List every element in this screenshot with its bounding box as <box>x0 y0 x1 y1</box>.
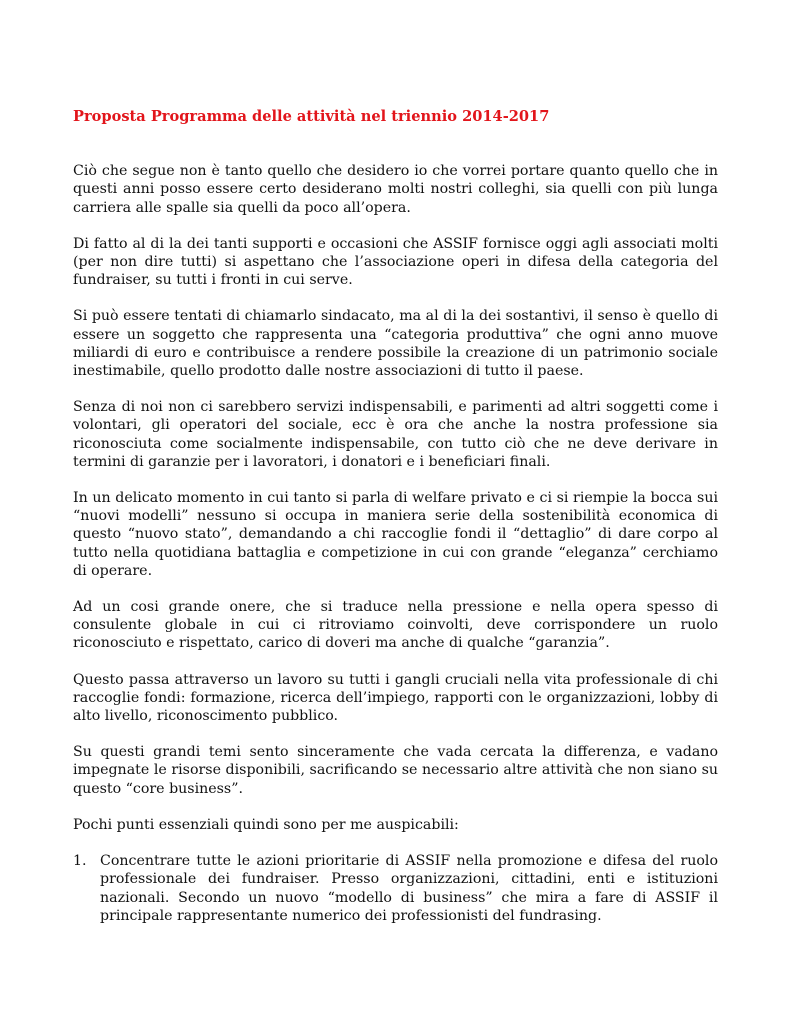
paragraph: Ciò che segue non è tanto quello che desidero io che vorrei portare quanto quello che in questi anni posso essere certo desiderano molti nostri colleghi, sia quelli con più lunga carriera alle spalle sia quelli da poco all’opera. <box>73 163 718 216</box>
paragraph: Ad un cosi grande onere, che si traduce nella pressione e nella opera spesso di consulente globale in cui ci ritroviamo coinvolti, deve corrispondere un ruolo riconosciuto e rispettato, carico di doveri ma anche di qualche “garanzia”. <box>73 599 718 652</box>
list-item-text: Concentrare tutte le azioni prioritarie di ASSIF nella promozione e difesa del ruolo professionale dei fundraiser. Presso organizzazioni, cittadini, enti e istituzioni nazionali. Secondo un nuovo “modello di business” che mira a fare di ASSIF il principale rappresentante numerico dei professionisti del fundrasing. <box>100 853 718 924</box>
list-item-number: 1. <box>73 853 87 870</box>
numbered-list <box>73 852 718 925</box>
paragraph: Pochi punti essenziali quindi sono per me auspicabili: <box>73 816 459 833</box>
document-title: Proposta Programma delle attività nel triennio 2014-2017 <box>73 108 550 125</box>
paragraph: Su questi grandi temi sento sinceramente che vada cercata la differenza, e vadano impegnate le risorse disponibili, sacrificando se necessario altre attività che non siano su questo “core business”. <box>73 744 718 797</box>
paragraph: Si può essere tentati di chiamarlo sindacato, ma al di la dei sostantivi, il senso è quello di essere un soggetto che rappresenta una “categoria produttiva” che ogni anno muove miliardi di euro e contribuisce a rendere possibile la creazione di un patrimonio sociale inestimabile, quello prodotto dalle nostre associazioni di tutto il paese. <box>73 308 718 380</box>
paragraph: Di fatto al di la dei tanti supporti e occasioni che ASSIF fornisce oggi agli associati molti (per non dire tutti) si aspettano che l’associazione operi in difesa della categoria del fundraiser, su tutti i fronti in cui serve. <box>73 235 718 289</box>
paragraph: In un delicato momento in cui tanto si parla di welfare privato e ci si riempie la bocca sui “nuovi modelli” nessuno si occupa in maniera serie della sostenibilità economica di questo “nuovo stato”, demandando a chi raccoglie fondi il “dettaglio” di dare corpo al tutto nella quotidiana battaglia e competizione in cui con grande “eleganza” cerchiamo di operare. <box>73 490 718 579</box>
list-item <box>73 852 718 925</box>
document-body <box>73 108 718 925</box>
paragraph: Questo passa attraverso un lavoro su tutti i gangli cruciali nella vita professionale di chi raccoglie fondi: formazione, ricerca dell’impiego, rapporti con le organizzazioni, lobby di alto livello, riconoscimento pubblico. <box>73 671 718 725</box>
paragraph: Senza di noi non ci sarebbero servizi indispensabili, e parimenti ad altri soggetti come i volontari, gli operatori del sociale, ecc è ora che anche la nostra professione sia riconosciuta come socialmente indispensabile, con tutto ciò che ne deve derivare in termini di garanzie per i lavoratori, i donatori e i beneficiari finali. <box>73 399 718 470</box>
